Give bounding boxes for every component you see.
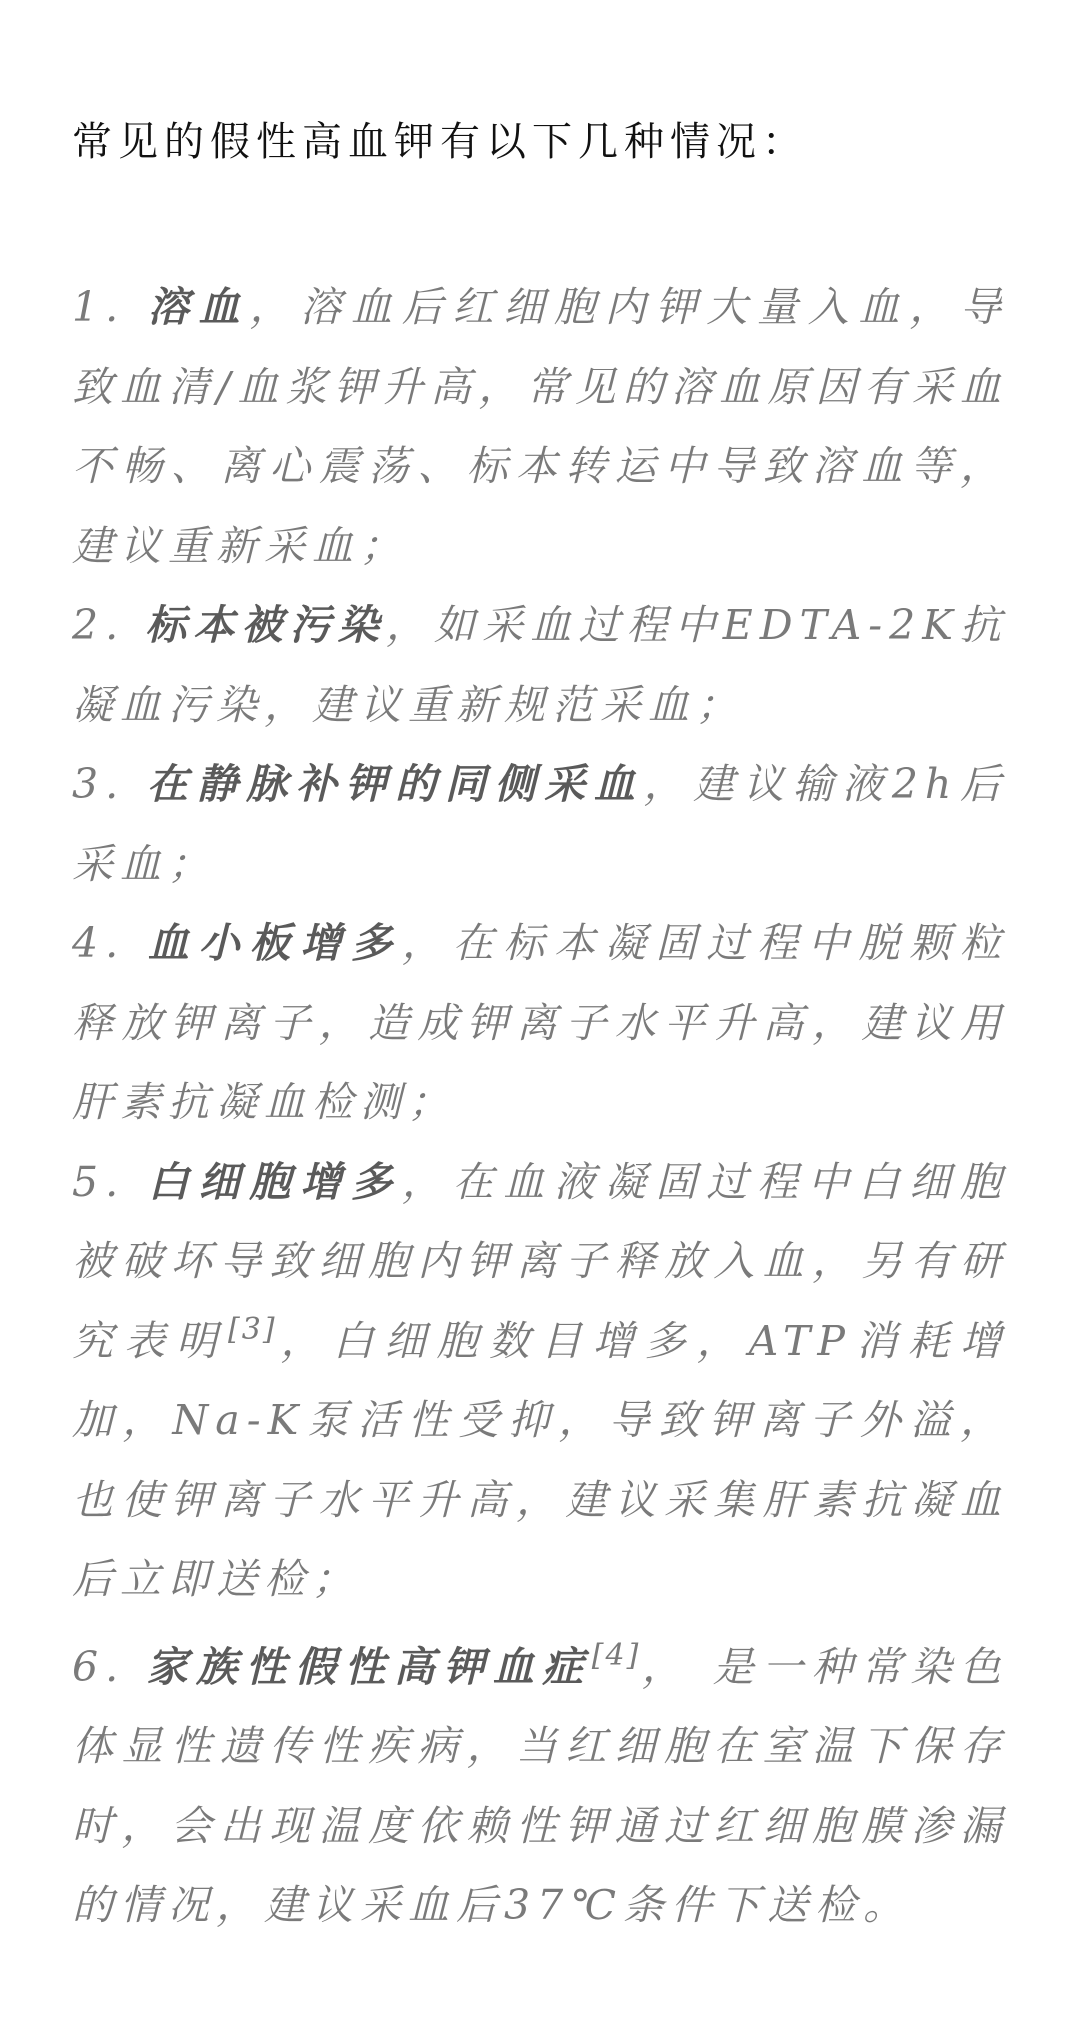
list-item: [72, 1628, 1008, 1946]
citation-ref: [3]: [228, 1311, 277, 1347]
list-item: [72, 1143, 1008, 1620]
item-number: 4.: [72, 919, 148, 967]
item-text-continued: ，白细胞数目增多，ATP消耗增加，Na-K泵活性受抑，导致钾离子外溢，也使钾离子水平升高，建议采集肝素抗凝血后立即送检；: [72, 1316, 1008, 1603]
item-number: 6.: [72, 1642, 147, 1691]
item-title: 白细胞增多: [147, 1157, 402, 1206]
section-heading: 常见的假性高血钾有以下几种情况：: [72, 119, 808, 165]
list-item: [72, 268, 1008, 586]
item-number: 2.: [72, 601, 146, 649]
item-number: 3.: [72, 760, 147, 808]
item-title: 家族性假性高钾血症: [146, 1642, 592, 1691]
article-body: [72, 268, 1008, 1946]
item-number: 5.: [72, 1157, 148, 1206]
item-title: 溶血: [147, 283, 250, 331]
list-item: [72, 586, 1008, 745]
item-title: 标本被污染: [145, 601, 386, 649]
item-text: ，溶血后红细胞内钾大量入血，导致血清/血浆钾升高，常见的溶血原因有采血不畅、离心震荡、标本转运中导致溶血等，建议重新采血；: [72, 283, 1009, 570]
item-text: ，在血液凝固过程中白细胞被破坏导致细胞内钾离子释放入血，另有研究表明: [72, 1157, 1009, 1365]
item-title: 在静脉补钾的同侧采血: [146, 760, 644, 808]
item-text: ， 是一种常染色体显性遗传性疾病，当红细胞在室温下保存时，会出现温度依赖性钾通过红细胞膜渗漏的情况，建议采血后37℃条件下送检。: [72, 1642, 1009, 1929]
citation-ref: [4]: [591, 1637, 641, 1673]
item-text: ，建议输液2h后采血；: [72, 760, 1008, 888]
item-text: ，如采血过程中EDTA-2K抗凝血污染，建议重新规范采血；: [72, 601, 1008, 729]
list-item: [72, 745, 1008, 904]
item-title: 血小板增多: [147, 919, 402, 967]
item-number: 1.: [72, 283, 148, 331]
list-item: [72, 904, 1008, 1143]
item-text: ，在标本凝固过程中脱颗粒释放钾离子，造成钾离子水平升高，建议用肝素抗凝血检测；: [72, 919, 1009, 1126]
